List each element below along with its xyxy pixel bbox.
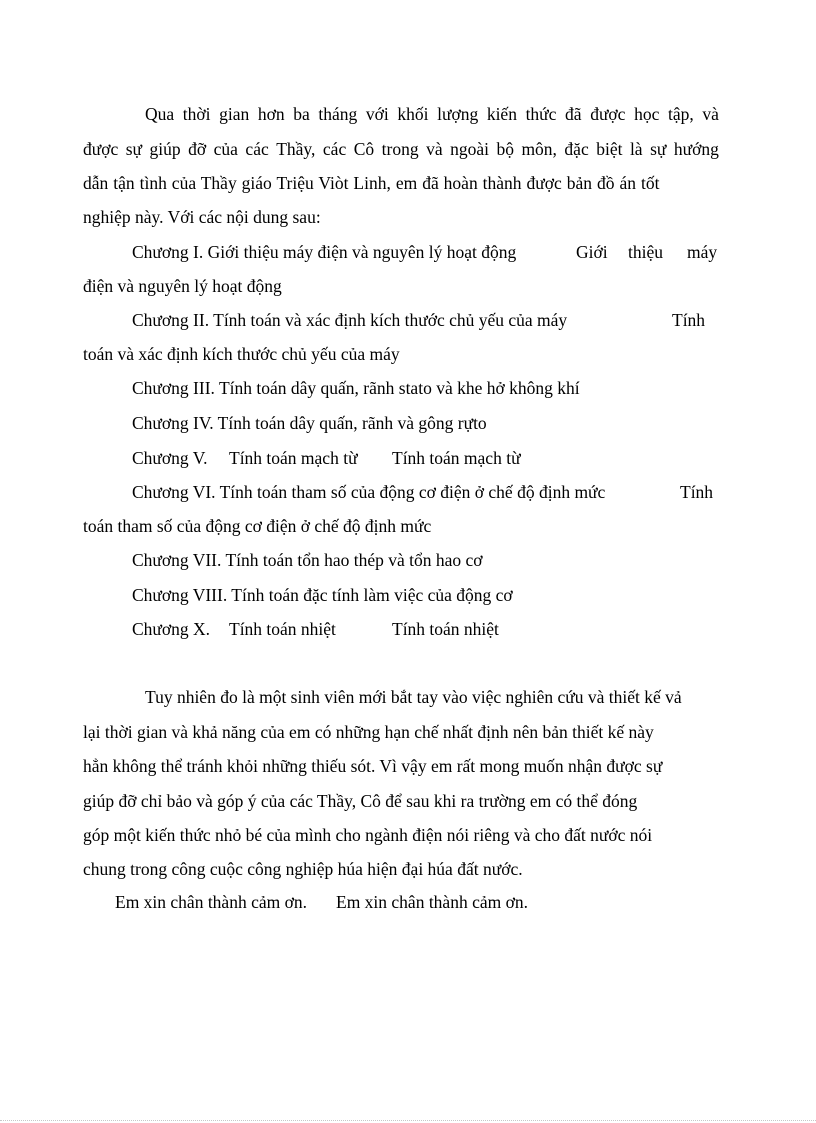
chapter-1-dup-word-3: máy [687, 242, 718, 262]
conclusion-line-2: lại thời gian và khả năng của em có những hạn chế nhất định nên bản thiết kế này [83, 722, 654, 742]
chapter-5-title: Tính toán mạch từ [229, 448, 358, 468]
chapter-5-label: Chương V. [132, 448, 208, 468]
intro-line-2: được sự giúp đỡ của các Thầy, các Cô trong và ngoài bộ môn, đặc biệt là sự hướng [83, 139, 719, 159]
chapter-7-title: Chương VII. Tính toán tổn hao thép và tổn hao cơ [132, 550, 483, 570]
chapter-8-title: Chương VIII. Tính toán đặc tính làm việc của động cơ [132, 585, 513, 605]
chapter-2-continuation: toán và xác định kích thước chủ yếu của máy [83, 344, 400, 364]
chapter-6-title: Chương VI. Tính toán tham số của động cơ điện ở chế độ định mức [132, 482, 606, 502]
intro-line-1: Qua thời gian hơn ba tháng với khối lượng kiến thức đã được học tập, và [145, 104, 719, 124]
page-bottom-edge [0, 1120, 816, 1121]
chapter-2-dup-word: Tính [672, 310, 706, 330]
chapter-5-dup-title: Tính toán mạch từ [392, 448, 521, 468]
chapter-1-continuation: điện và nguyên lý hoạt động [83, 276, 282, 296]
conclusion-line-3: hẳn không thể tránh khỏi những thiếu sót. Vì vậy em rất mong muốn nhận được sự [83, 756, 663, 776]
chapter-4-title: Chương IV. Tính toán dây quấn, rãnh và gông rựto [132, 413, 487, 433]
thanks-text-duplicate: Em xin chân thành cảm ơn. [336, 892, 528, 912]
conclusion-line-1: Tuy nhiên đo là một sinh viên mới bắt tay vào việc nghiên cứu và thiết kế vả [145, 687, 682, 707]
conclusion-line-4: giúp đỡ chỉ bảo và góp ý của các Thầy, Cô để sau khi ra trường em có thể đóng [83, 791, 638, 811]
chapter-1-dup-word-2: thiệu [628, 242, 663, 262]
chapter-6-continuation: toán tham số của động cơ điện ở chế độ định mức [83, 516, 432, 536]
chapter-10-dup-title: Tính toán nhiệt [392, 619, 499, 639]
chapter-2-title: Chương II. Tính toán và xác định kích thước chủ yếu của máy [132, 310, 568, 330]
conclusion-line-5: góp một kiến thức nhỏ bé của mình cho ngành điện nói riêng và cho đất nước nói [83, 825, 653, 845]
chapter-10-title: Tính toán nhiệt [229, 619, 336, 639]
chapter-10-label: Chương X. [132, 619, 211, 639]
chapter-3-title: Chương III. Tính toán dây quấn, rãnh stato và khe hở không khí [132, 378, 580, 398]
chapter-1-dup-word-1: Giới [576, 242, 608, 262]
thanks-text: Em xin chân thành cảm ơn. [115, 892, 307, 912]
intro-line-3: dẫn tận tình của Thầy giáo Triệu Viòt Linh, em đã hoàn thành được bản đồ án tốt [83, 173, 660, 193]
chapter-1-title: Chương I. Giới thiệu máy điện và nguyên lý hoạt động [132, 242, 517, 262]
intro-line-4: nghiệp này. Với các nội dung sau: [83, 207, 321, 227]
chapter-6-dup-word: Tính [680, 482, 714, 502]
conclusion-line-6: chung trong công cuộc công nghiệp húa hiện đại húa đất nước. [83, 859, 523, 879]
